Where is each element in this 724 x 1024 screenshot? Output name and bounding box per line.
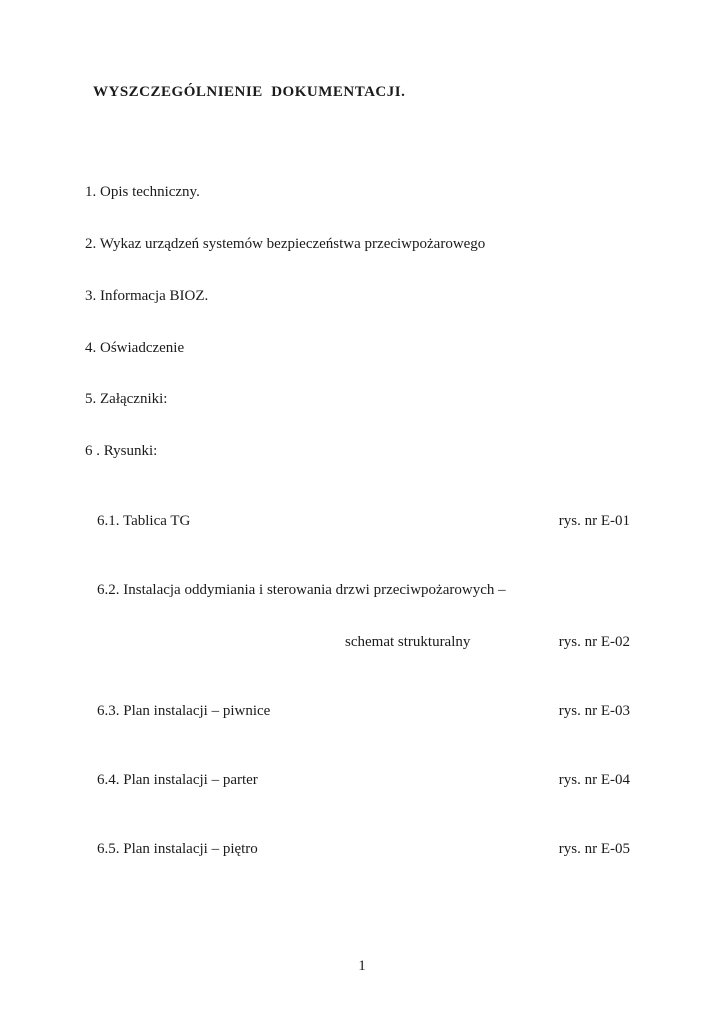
drawing-label-line2: schemat strukturalny [345,633,471,650]
toc-item-5: 5. Załączniki: [85,391,168,408]
drawing-row [97,513,630,530]
toc-item-4: 4. Oświadczenie [85,339,185,356]
drawing-row [97,582,630,599]
drawing-ref: rys. nr E-05 [558,841,630,858]
toc-item-2: 2. Wykaz urządzeń systemów bezpieczeństwa przeciwpożarowego [85,235,486,252]
page-number: 1 [358,958,366,974]
drawing-label: 6.4. Plan instalacji – parter [97,771,258,788]
drawing-row [97,841,630,858]
drawing-label: 6.1. Tablica TG [97,512,191,529]
drawing-row-continuation [97,634,630,651]
toc-item-1: 1. Opis techniczny. [85,183,200,200]
toc-item-3: 3. Informacja BIOZ. [85,287,209,304]
table-of-contents [85,132,630,910]
drawing-ref: rys. nr E-04 [558,771,630,788]
drawing-row [97,772,630,789]
drawing-ref: rys. nr E-01 [558,512,630,529]
drawing-row [97,703,630,720]
drawing-label: 6.2. Instalacja oddymiania i sterowania drzwi przeciwpożarowych – [97,581,506,598]
drawing-label: 6.3. Plan instalacji – piwnice [97,702,271,719]
drawing-ref: rys. nr E-03 [558,702,630,719]
toc-item-6: 6 . Rysunki: [85,443,158,460]
document-title: WYSZCZEGÓLNIENIE DOKUMENTACJI. [93,84,406,100]
drawing-label: 6.5. Plan instalacji – piętro [97,841,258,858]
drawing-ref: rys. nr E-02 [558,633,630,650]
